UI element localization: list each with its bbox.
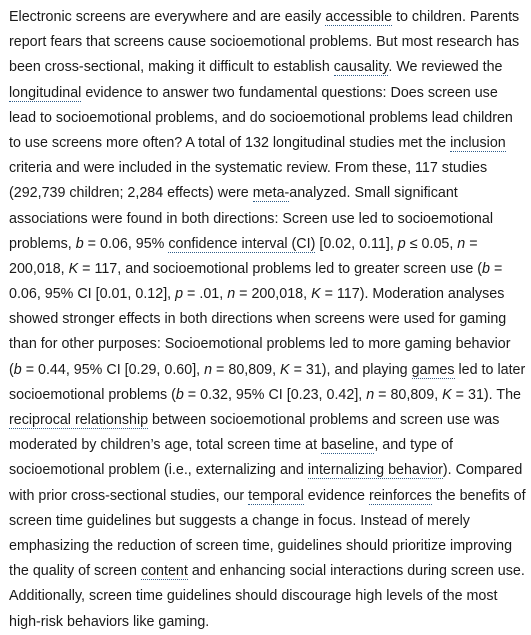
abstract-line — [9, 156, 523, 181]
stat-symbol: n — [457, 235, 466, 252]
text-run: criteria and were included in the systematic review. From these, 117 studies — [9, 160, 488, 177]
abstract-line — [9, 383, 523, 408]
text-run: problems, — [9, 235, 76, 252]
stat-symbol: b — [13, 361, 22, 378]
stat-symbol: b — [75, 235, 84, 252]
text-run: = 117, and socioemotional problems led to greater screen use ( — [78, 260, 483, 277]
text-run: ≤ 0.05, — [405, 235, 458, 252]
abstract-line — [9, 81, 523, 106]
stat-symbol: K — [442, 386, 452, 403]
glossary-term-link[interactable]: causality — [333, 59, 389, 76]
text-run: [0.02, 0.11], — [315, 235, 398, 252]
text-run: been cross-sectional, making it difficult to establish — [9, 59, 334, 76]
text-run: report fears that screens cause socioemotional problems. But most research has — [9, 34, 520, 51]
text-run: to use screens more often? A total of 132 longitudinal studies met the — [9, 134, 451, 151]
stat-symbol: p — [397, 235, 406, 252]
text-run: the quality of screen — [9, 563, 141, 580]
glossary-term-link[interactable]: games — [411, 361, 455, 378]
text-run: to children. Parents — [392, 9, 520, 25]
abstract-line — [9, 106, 523, 131]
abstract-line — [9, 534, 523, 559]
glossary-term-link[interactable]: content — [140, 563, 188, 580]
abstract-line — [9, 282, 523, 307]
abstract-line — [9, 181, 523, 206]
abstract-line — [9, 207, 523, 232]
text-run: ( — [9, 361, 14, 378]
abstract-line — [9, 55, 523, 80]
text-run: socioemotional problems ( — [9, 386, 176, 403]
abstract-line — [9, 584, 523, 609]
abstract-line — [9, 332, 523, 357]
text-run: = — [489, 260, 503, 277]
stat-symbol: n — [366, 386, 375, 403]
text-run: socioemotional problem (i.e., externalizing and — [9, 462, 308, 479]
stat-symbol: K — [311, 286, 321, 303]
glossary-term-link[interactable]: longitudinal — [9, 84, 82, 101]
text-run: moderated by children’s age, total screen time at — [9, 437, 322, 454]
text-run: high-risk behaviors like gaming. — [9, 613, 210, 630]
text-run: = 31). The — [451, 386, 521, 403]
abstract-line — [9, 131, 523, 156]
glossary-term-link[interactable]: baseline — [321, 437, 375, 454]
text-run: Electronic screens are everywhere and are easily — [9, 9, 326, 25]
glossary-term-link[interactable]: accessible — [325, 9, 393, 25]
abstract-line — [9, 610, 523, 635]
abstract-line — [9, 433, 523, 458]
text-run: = 0.44, 95% CI [0.29, 0.60], — [21, 361, 205, 378]
text-run: = 80,809, — [374, 386, 443, 403]
stat-symbol: n — [204, 361, 213, 378]
glossary-term-link[interactable]: inclusion — [450, 134, 506, 151]
text-run: ). Compared — [442, 462, 523, 479]
text-run: the benefits of — [431, 487, 526, 504]
text-run: . We reviewed the — [388, 59, 503, 76]
text-run: = 117). Moderation analyses — [320, 286, 505, 303]
text-run: Additionally, screen time guidelines should discourage high levels of the most — [9, 588, 498, 605]
abstract-line — [9, 458, 523, 483]
abstract-line — [9, 30, 523, 55]
text-run: associations were found in both directions: Screen use led to socioemotional — [9, 210, 493, 227]
glossary-term-link[interactable]: internalizing behavior — [307, 462, 443, 479]
text-run: led to later — [454, 361, 526, 378]
abstract-line — [9, 358, 526, 383]
abstract-line — [9, 408, 523, 433]
text-run: = 200,018, — [235, 286, 312, 303]
abstract-line — [9, 559, 523, 584]
text-run: = 80,809, — [212, 361, 281, 378]
text-run: = 0.06, 95% — [83, 235, 169, 252]
text-run: evidence — [303, 487, 369, 504]
stat-symbol: b — [482, 260, 490, 277]
stat-symbol: K — [280, 361, 290, 378]
text-run: with prior cross-sectional studies, our — [9, 487, 249, 504]
glossary-term-link[interactable]: temporal — [248, 487, 304, 504]
abstract-line — [9, 232, 523, 257]
text-run: analyzed. Small significant — [289, 185, 458, 202]
text-run: = — [465, 235, 478, 252]
glossary-term-link[interactable]: meta- — [252, 185, 290, 202]
text-run: = 31), and playing — [289, 361, 412, 378]
text-run: showed stronger effects in both directions when screens were used for gaming — [9, 311, 507, 328]
abstract-line — [9, 307, 523, 332]
text-run: screen time guidelines but suggests a change in focus. Instead of merely — [9, 512, 470, 529]
abstract-line — [9, 257, 523, 282]
stat-symbol: p — [175, 286, 184, 303]
text-run: (292,739 children; 2,284 effects) were — [9, 185, 253, 202]
glossary-term-link[interactable]: reinforces — [368, 487, 432, 504]
text-run: = 0.32, 95% CI [0.23, 0.42], — [183, 386, 367, 403]
abstract-line — [9, 509, 523, 534]
stat-symbol: b — [175, 386, 184, 403]
text-run: 200,018, — [9, 260, 69, 277]
text-run: evidence to answer two fundamental questions: Does screen use — [81, 84, 498, 101]
text-run: 0.06, 95% CI [0.01, 0.12], — [9, 286, 176, 303]
text-run: , and type of — [374, 437, 454, 454]
text-run: lead to socioemotional problems, and do socioemotional problems lead children — [9, 109, 513, 126]
stat-symbol: n — [227, 286, 236, 303]
text-run: than for other purposes: Socioemotional problems led to more gaming behavior — [9, 336, 511, 353]
glossary-term-link[interactable]: reciprocal relationship — [9, 412, 149, 428]
stat-symbol: K — [68, 260, 79, 277]
text-run: between socioemotional problems and screen use was — [148, 412, 500, 428]
glossary-term-link[interactable]: confidence interval (CI) — [168, 235, 316, 252]
text-run: = .01, — [183, 286, 228, 303]
abstract-line — [9, 5, 523, 30]
text-run: and enhancing social interactions during screen use. — [187, 563, 525, 580]
abstract-line — [9, 484, 526, 509]
text-run: emphasizing the reduction of screen time, guidelines should prioritize improving — [9, 537, 513, 554]
